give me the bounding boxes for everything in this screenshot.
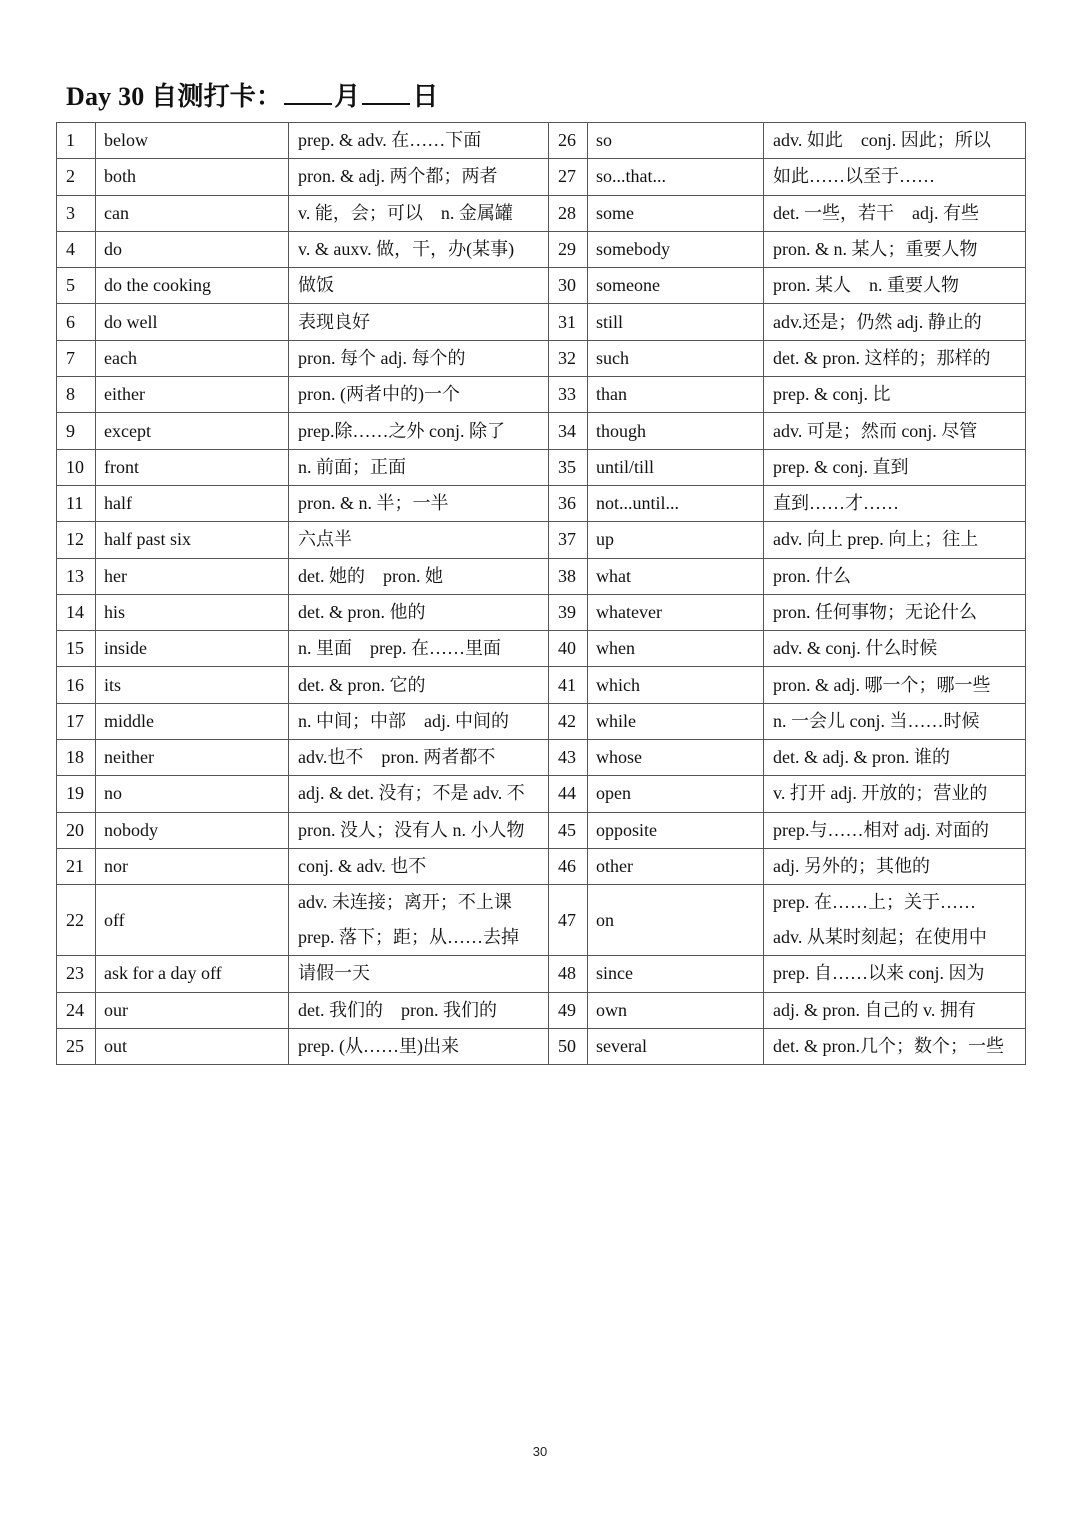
table-row	[57, 522, 1026, 558]
entry-number: 22	[57, 885, 96, 956]
entry-number: 15	[57, 631, 96, 667]
meaning-line: det. & pron. 他的	[298, 602, 426, 622]
entry-word: neither	[96, 740, 289, 776]
entry-number: 41	[549, 667, 588, 703]
entry-number: 7	[57, 340, 96, 376]
entry-word: somebody	[588, 231, 764, 267]
entry-number: 1	[57, 123, 96, 159]
meaning-line: det. 她的 pron. 她	[298, 565, 443, 586]
title-prefix: Day 30 自测打卡：	[66, 82, 283, 111]
entry-word: not...until...	[588, 485, 764, 521]
entry-number: 20	[57, 812, 96, 848]
entry-meaning	[764, 1028, 1026, 1064]
entry-word: while	[588, 703, 764, 739]
entry-word: her	[96, 558, 289, 594]
entry-number: 45	[549, 812, 588, 848]
meaning-line: adj. & det. 没有；不是 adv. 不	[298, 783, 525, 804]
entry-word: nor	[96, 848, 289, 884]
entry-meaning	[764, 231, 1026, 267]
entry-meaning	[764, 123, 1026, 159]
entry-word: opposite	[588, 812, 764, 848]
table-row	[57, 885, 1026, 956]
entry-word: no	[96, 776, 289, 812]
entry-number: 25	[57, 1028, 96, 1064]
meaning-line: det. & adj. & pron. 谁的	[773, 747, 950, 768]
meaning-line: adv. 从某时刻起；在使用中	[773, 927, 987, 948]
entry-number: 24	[57, 992, 96, 1028]
entry-meaning	[289, 594, 549, 630]
page-title	[66, 76, 439, 113]
entry-number: 36	[549, 485, 588, 521]
table-row	[57, 195, 1026, 231]
entry-word: which	[588, 667, 764, 703]
entry-meaning	[289, 377, 549, 413]
entry-word: either	[96, 377, 289, 413]
table-row	[57, 703, 1026, 739]
entry-number: 8	[57, 377, 96, 413]
entry-word: both	[96, 159, 289, 195]
entry-meaning	[289, 558, 549, 594]
entry-meaning	[289, 812, 549, 848]
entry-word: our	[96, 992, 289, 1028]
entry-meaning	[289, 231, 549, 267]
entry-meaning	[764, 377, 1026, 413]
entry-meaning	[764, 885, 1026, 956]
meaning-line: prep. 落下；距；从……去掉	[298, 927, 519, 948]
meaning-line: prep.与……相对 adj. 对面的	[773, 819, 989, 840]
table-row	[57, 449, 1026, 485]
entry-meaning	[764, 413, 1026, 449]
entry-number: 30	[549, 268, 588, 304]
table-row	[57, 558, 1026, 594]
meaning-line: det. & pron. 它的	[298, 674, 426, 695]
meaning-line: pron. & n. 半；一半	[298, 493, 449, 514]
entry-number: 6	[57, 304, 96, 340]
entry-word: own	[588, 992, 764, 1028]
entry-number: 38	[549, 558, 588, 594]
meaning-line: adv. 向上 prep. 向上；往上	[773, 529, 979, 550]
entry-meaning	[289, 1028, 549, 1064]
entry-number: 46	[549, 848, 588, 884]
meaning-line: prep.除……之外 conj. 除了	[298, 420, 505, 441]
meaning-line: adj. & pron. 自己的 v. 拥有	[773, 999, 976, 1020]
table-row	[57, 123, 1026, 159]
entry-number: 21	[57, 848, 96, 884]
meaning-line: prep. & conj. 直到	[773, 456, 909, 477]
entry-meaning	[764, 485, 1026, 521]
entry-number: 33	[549, 377, 588, 413]
entry-meaning	[289, 848, 549, 884]
entry-meaning	[289, 268, 549, 304]
entry-word: than	[588, 377, 764, 413]
entry-word: inside	[96, 631, 289, 667]
entry-word: such	[588, 340, 764, 376]
entry-word: nobody	[96, 812, 289, 848]
entry-meaning	[764, 594, 1026, 630]
table-row	[57, 848, 1026, 884]
entry-meaning	[764, 667, 1026, 703]
entry-number: 40	[549, 631, 588, 667]
table-row	[57, 740, 1026, 776]
entry-number: 47	[549, 885, 588, 956]
month-blank	[284, 81, 332, 105]
meaning-line: prep. 在……上；关于……	[773, 892, 976, 913]
entry-word: so...that...	[588, 159, 764, 195]
table-row	[57, 304, 1026, 340]
entry-word: whatever	[588, 594, 764, 630]
entry-word: do	[96, 231, 289, 267]
meaning-line: det. & pron.几个；数个；一些	[773, 1035, 1004, 1056]
entry-number: 26	[549, 123, 588, 159]
entry-number: 29	[549, 231, 588, 267]
entry-number: 43	[549, 740, 588, 776]
entry-word: when	[588, 631, 764, 667]
table-row	[57, 631, 1026, 667]
title-day: 日	[412, 82, 439, 111]
entry-number: 34	[549, 413, 588, 449]
entry-number: 31	[549, 304, 588, 340]
entry-word: since	[588, 956, 764, 992]
entry-meaning	[289, 885, 549, 956]
entry-word: out	[96, 1028, 289, 1064]
meaning-line: pron. 每个 adj. 每个的	[298, 347, 466, 368]
meaning-line: adv. & conj. 什么时候	[773, 638, 938, 659]
entry-number: 12	[57, 522, 96, 558]
table-row	[57, 1028, 1026, 1064]
table-row	[57, 268, 1026, 304]
title-month: 月	[334, 82, 361, 111]
page-number: 30	[532, 1444, 548, 1459]
meaning-line: prep. & conj. 比	[773, 384, 891, 405]
meaning-line: adv.也不 pron. 两者都不	[298, 747, 496, 768]
entry-meaning	[289, 631, 549, 667]
entry-word: each	[96, 340, 289, 376]
entry-number: 13	[57, 558, 96, 594]
entry-word: except	[96, 413, 289, 449]
entry-word: ask for a day off	[96, 956, 289, 992]
meaning-line: prep. 自……以来 conj. 因为	[773, 963, 985, 984]
entry-number: 48	[549, 956, 588, 992]
entry-meaning	[289, 992, 549, 1028]
entry-meaning	[289, 340, 549, 376]
meaning-line: 直到……才……	[773, 493, 899, 514]
table-row	[57, 992, 1026, 1028]
meaning-line: 表现良好	[298, 311, 370, 332]
meaning-line: adv. 如此 conj. 因此；所以	[773, 130, 991, 151]
entry-meaning	[764, 558, 1026, 594]
meaning-line: 六点半	[298, 529, 352, 550]
meaning-line: adv. 未连接；离开；不上课	[298, 892, 512, 913]
entry-word: half	[96, 485, 289, 521]
entry-word: half past six	[96, 522, 289, 558]
vocabulary-table	[56, 122, 1026, 1065]
entry-number: 19	[57, 776, 96, 812]
entry-word: middle	[96, 703, 289, 739]
entry-word: what	[588, 558, 764, 594]
entry-meaning	[764, 304, 1026, 340]
meaning-line: adj. 另外的；其他的	[773, 856, 930, 877]
entry-meaning	[289, 413, 549, 449]
entry-word: his	[96, 594, 289, 630]
meaning-line: n. 前面；正面	[298, 456, 406, 477]
entry-meaning	[289, 195, 549, 231]
table-row	[57, 159, 1026, 195]
entry-number: 42	[549, 703, 588, 739]
meaning-line: n. 里面 prep. 在……里面	[298, 638, 501, 659]
meaning-line: n. 一会儿 conj. 当……时候	[773, 710, 980, 731]
table-row	[57, 956, 1026, 992]
entry-number: 11	[57, 485, 96, 521]
entry-number: 17	[57, 703, 96, 739]
meaning-line: pron. 任何事物；无论什么	[773, 602, 977, 622]
meaning-line: adv. 可是；然而 conj. 尽管	[773, 420, 978, 441]
entry-number: 3	[57, 195, 96, 231]
entry-meaning	[764, 340, 1026, 376]
entry-word: up	[588, 522, 764, 558]
meaning-line: 请假一天	[298, 963, 370, 984]
entry-meaning	[289, 667, 549, 703]
table-row	[57, 413, 1026, 449]
entry-meaning	[764, 449, 1026, 485]
entry-meaning	[764, 812, 1026, 848]
entry-meaning	[289, 522, 549, 558]
entry-word: do the cooking	[96, 268, 289, 304]
table-row	[57, 340, 1026, 376]
entry-number: 2	[57, 159, 96, 195]
entry-number: 10	[57, 449, 96, 485]
entry-number: 5	[57, 268, 96, 304]
entry-meaning	[289, 740, 549, 776]
entry-meaning	[289, 956, 549, 992]
entry-meaning	[289, 304, 549, 340]
table-row	[57, 776, 1026, 812]
entry-number: 49	[549, 992, 588, 1028]
entry-meaning	[289, 159, 549, 195]
entry-meaning	[289, 449, 549, 485]
table-row	[57, 667, 1026, 703]
entry-word: open	[588, 776, 764, 812]
meaning-line: pron. 某人 n. 重要人物	[773, 275, 959, 296]
entry-word: several	[588, 1028, 764, 1064]
table-row	[57, 485, 1026, 521]
table-row	[57, 812, 1026, 848]
entry-word: on	[588, 885, 764, 956]
meaning-line: det. 我们的 pron. 我们的	[298, 999, 497, 1020]
entry-word: someone	[588, 268, 764, 304]
meaning-line: pron. (两者中的)一个	[298, 384, 460, 405]
entry-word: below	[96, 123, 289, 159]
entry-number: 50	[549, 1028, 588, 1064]
entry-meaning	[764, 776, 1026, 812]
entry-word: can	[96, 195, 289, 231]
meaning-line: adv.还是；仍然 adj. 静止的	[773, 311, 982, 332]
entry-word: whose	[588, 740, 764, 776]
entry-meaning	[764, 631, 1026, 667]
meaning-line: v. 能，会；可以 n. 金属罐	[298, 202, 513, 223]
entry-word: so	[588, 123, 764, 159]
day-blank	[362, 81, 410, 105]
entry-word: still	[588, 304, 764, 340]
entry-meaning	[764, 268, 1026, 304]
entry-number: 23	[57, 956, 96, 992]
entry-word: off	[96, 885, 289, 956]
entry-meaning	[289, 123, 549, 159]
entry-word: until/till	[588, 449, 764, 485]
entry-number: 14	[57, 594, 96, 630]
meaning-line: pron. 没人；没有人 n. 小人物	[298, 819, 525, 840]
entry-word: though	[588, 413, 764, 449]
entry-meaning	[764, 956, 1026, 992]
meaning-line: pron. & adj. 哪一个；哪一些	[773, 674, 991, 695]
entry-word: some	[588, 195, 764, 231]
entry-number: 37	[549, 522, 588, 558]
entry-word: do well	[96, 304, 289, 340]
vocabulary-table-body	[57, 123, 1026, 1065]
table-row	[57, 231, 1026, 267]
entry-number: 4	[57, 231, 96, 267]
table-row	[57, 594, 1026, 630]
meaning-line: v. & auxv. 做，干，办(某事)	[298, 239, 515, 260]
meaning-line: pron. & adj. 两个都；两者	[298, 166, 498, 187]
table-row	[57, 377, 1026, 413]
entry-number: 39	[549, 594, 588, 630]
entry-word: its	[96, 667, 289, 703]
entry-meaning	[764, 522, 1026, 558]
entry-number: 27	[549, 159, 588, 195]
entry-meaning	[764, 159, 1026, 195]
meaning-line: prep. & adv. 在……下面	[298, 130, 482, 151]
entry-meaning	[764, 740, 1026, 776]
entry-meaning	[764, 992, 1026, 1028]
meaning-line: det. 一些，若干 adj. 有些	[773, 202, 979, 223]
entry-meaning	[764, 848, 1026, 884]
entry-meaning	[289, 703, 549, 739]
meaning-line: 如此……以至于……	[773, 166, 935, 187]
entry-meaning	[289, 776, 549, 812]
meaning-line: 做饭	[298, 275, 334, 296]
entry-word: other	[588, 848, 764, 884]
meaning-line: v. 打开 adj. 开放的；营业的	[773, 783, 988, 804]
entry-word: front	[96, 449, 289, 485]
meaning-line: n. 中间；中部 adj. 中间的	[298, 710, 509, 731]
meaning-line: pron. & n. 某人；重要人物	[773, 239, 978, 260]
meaning-line: pron. 什么	[773, 565, 851, 586]
meaning-line: conj. & adv. 也不	[298, 856, 427, 877]
entry-number: 18	[57, 740, 96, 776]
entry-number: 44	[549, 776, 588, 812]
entry-number: 32	[549, 340, 588, 376]
entry-number: 28	[549, 195, 588, 231]
entry-meaning	[764, 703, 1026, 739]
entry-meaning	[289, 485, 549, 521]
meaning-line: det. & pron. 这样的；那样的	[773, 347, 991, 368]
entry-number: 9	[57, 413, 96, 449]
entry-number: 16	[57, 667, 96, 703]
entry-number: 35	[549, 449, 588, 485]
entry-meaning	[764, 195, 1026, 231]
meaning-line: prep. (从……里)出来	[298, 1035, 459, 1056]
